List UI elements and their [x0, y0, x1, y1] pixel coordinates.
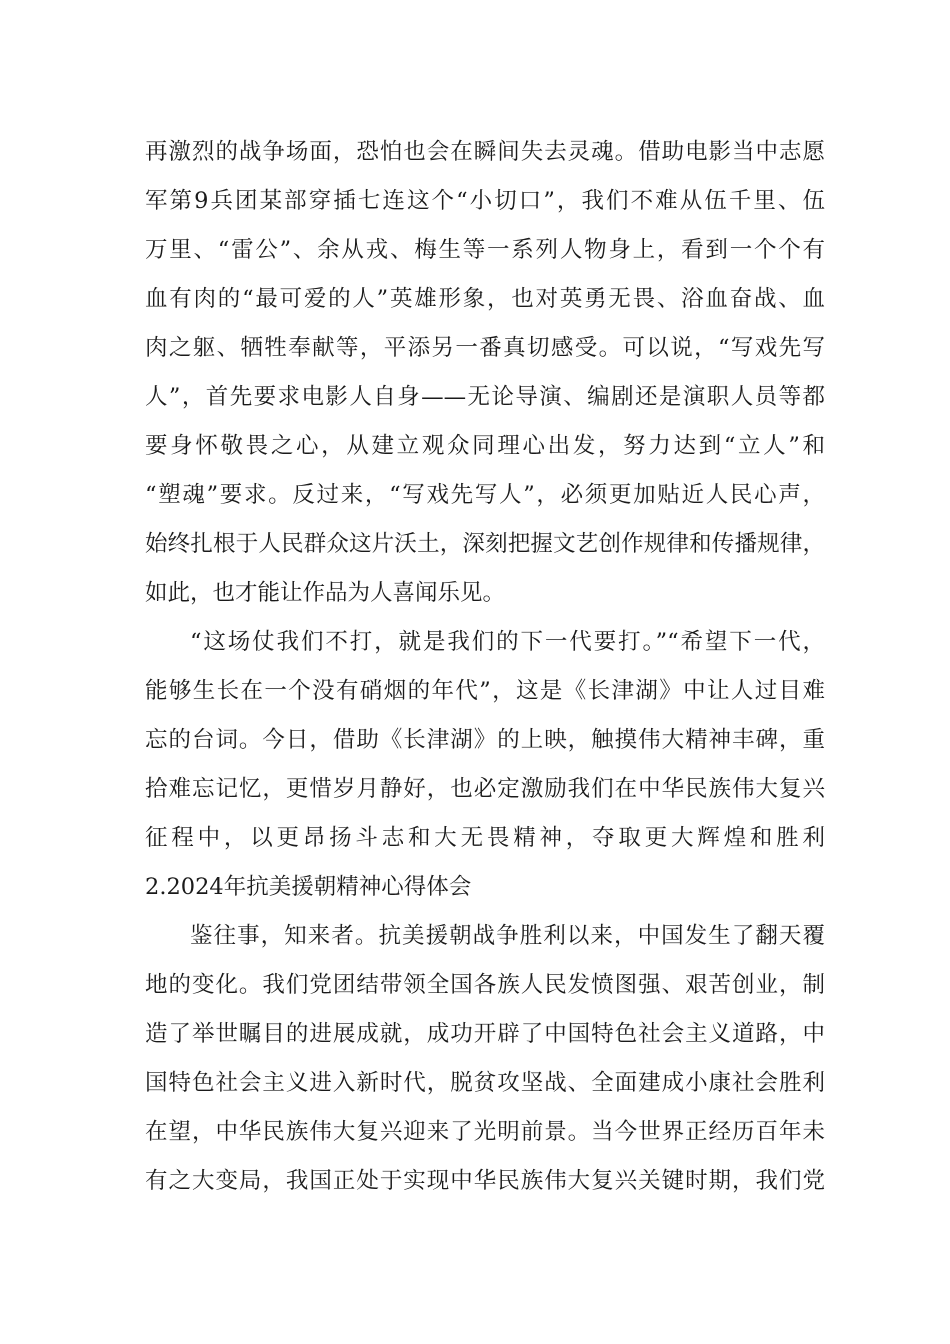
text-line: 能够生长在一个没有硝烟的年代”，这是《长津湖》中让人过目难 — [145, 678, 825, 704]
text-line: “这场仗我们不打，就是我们的下一代要打。”“希望下一代， — [190, 629, 825, 655]
text-line: 地的变化。我们党团结带领全国各族人民发愤图强、艰苦创业，制 — [145, 972, 825, 998]
text-line: 万里、“雷公”、余从戎、梅生等一系列人物身上，看到一个个有 — [145, 237, 825, 263]
text-line: 再激烈的战争场面，恐怕也会在瞬间失去灵魂。借助电影当中志愿 — [145, 139, 825, 165]
text-line: 在望，中华民族伟大复兴迎来了光明前景。当今世界正经历百年未 — [145, 1119, 825, 1145]
section-heading: 2.2024年抗美援朝精神心得体会 — [145, 874, 472, 900]
text-line: 鉴往事，知来者。抗美援朝战争胜利以来，中国发生了翻天覆 — [190, 923, 825, 949]
text-line: 要身怀敬畏之心，从建立观众同理心出发，努力达到“立人”和 — [145, 433, 825, 459]
text-line: 有之大变局，我国正处于实现中华民族伟大复兴关键时期，我们党 — [145, 1168, 825, 1194]
text-line: 如此，也才能让作品为人喜闻乐见。 — [145, 580, 506, 606]
text-line: 人”，首先要求电影人自身——无论导演、编剧还是演职人员等都 — [145, 384, 825, 410]
text-line: 拾难忘记忆，更惜岁月静好，也必定激励我们在中华民族伟大复兴 — [145, 776, 825, 802]
text-line: 征程中，以更昂扬斗志和大无畏精神，夺取更大辉煌和胜利 — [145, 825, 825, 851]
text-line: “塑魂”要求。反过来，“写戏先写人”，必须更加贴近人民心声， — [145, 482, 825, 508]
text-line: 始终扎根于人民群众这片沃土，深刻把握文艺创作规律和传播规律， — [145, 531, 825, 557]
text-line: 军第9兵团某部穿插七连这个“小切口”，我们不难从伍千里、伍 — [145, 188, 825, 214]
text-line: 血有肉的“最可爱的人”英雄形象，也对英勇无畏、浴血奋战、血 — [145, 286, 825, 312]
text-line: 忘的台词。今日，借助《长津湖》的上映，触摸伟大精神丰碑，重 — [145, 727, 825, 753]
text-line: 造了举世瞩目的进展成就，成功开辟了中国特色社会主义道路，中 — [145, 1021, 825, 1047]
text-line: 国特色社会主义进入新时代，脱贫攻坚战、全面建成小康社会胜利 — [145, 1070, 825, 1096]
text-line: 肉之躯、牺牲奉献等，平添另一番真切感受。可以说，“写戏先写 — [145, 335, 825, 361]
